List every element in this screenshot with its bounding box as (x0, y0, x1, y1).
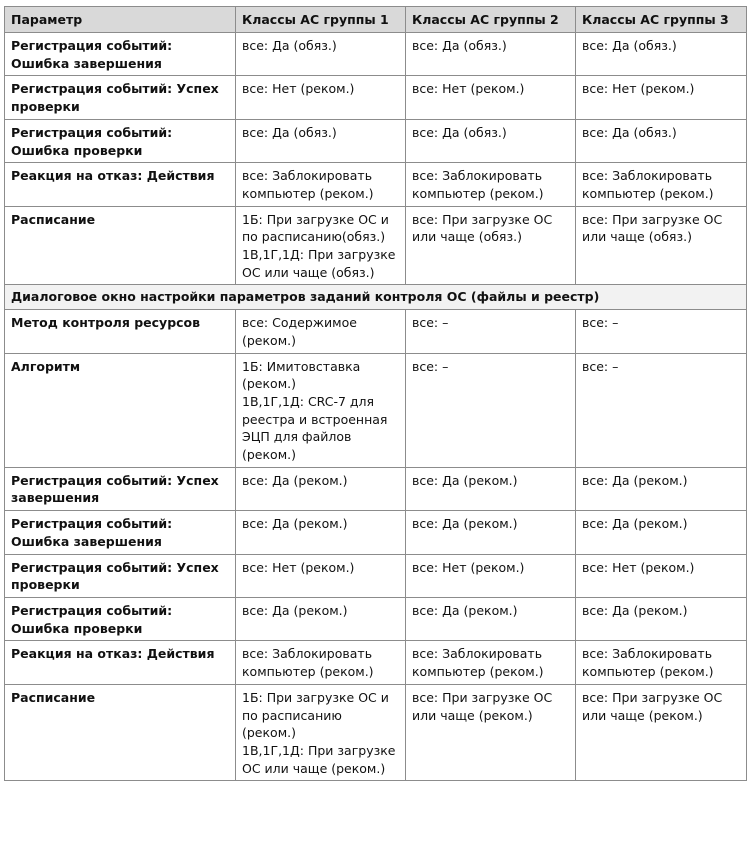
cell-text: все: Да (реком.) (582, 516, 688, 532)
cell-group-1 (236, 353, 406, 467)
table-row (5, 163, 747, 206)
table-row (5, 554, 747, 597)
cell-text: 1В,1Г,1Д: При загрузке ОС или чаще (реком.) (242, 742, 396, 776)
cell-text: все: Да (реком.) (412, 516, 518, 532)
header-row (5, 7, 747, 33)
row-parameter: Регистрация событий: Ошибка проверки (5, 119, 236, 162)
cell-group-3 (576, 33, 747, 76)
section-title: Диалоговое окно настройки параметров заданий контроля ОС (файлы и реестр) (5, 285, 747, 310)
row-parameter: Регистрация событий: Ошибка завершения (5, 511, 236, 554)
cell-text: все: При загрузке ОС или чаще (обяз.) (412, 211, 553, 245)
cell-group-1 (236, 33, 406, 76)
table-body-top (5, 33, 747, 285)
cell-text: все: Да (реком.) (582, 602, 688, 618)
cell-text: все: Содержимое (реком.) (242, 315, 357, 348)
row-parameter: Расписание (5, 206, 236, 285)
cell-text: все: Нет (реком.) (242, 81, 355, 97)
cell-text: все: Заблокировать компьютер (реком.) (582, 168, 714, 201)
cell-group-1 (236, 206, 406, 285)
header-group-2: Классы АС группы 2 (406, 7, 576, 33)
cell-text: 1В,1Г,1Д: При загрузке ОС или чаще (обяз.) (242, 247, 396, 280)
cell-text: все: Заблокировать компьютер (реком.) (242, 168, 374, 201)
cell-text: 1Б: При загрузке ОС и по расписанию (реком.) (242, 689, 389, 741)
cell-text: все: Да (реком.) (242, 516, 348, 532)
cell-text: все: Да (реком.) (242, 472, 348, 488)
cell-group-1 (236, 163, 406, 206)
cell-text: все: Да (обяз.) (412, 38, 507, 53)
cell-text: все: Нет (реком.) (582, 81, 695, 97)
table-body-bottom (5, 310, 747, 781)
cell-group-3 (576, 310, 747, 353)
cell-text: все: Да (реком.) (412, 472, 518, 488)
cell-text: все: Нет (реком.) (242, 559, 355, 575)
cell-text: все: Да (обяз.) (242, 38, 337, 53)
cell-text: все: Да (обяз.) (582, 38, 677, 53)
cell-text: все: Заблокировать компьютер (реком.) (412, 168, 544, 201)
cell-group-1 (236, 554, 406, 597)
cell-text: все: Да (обяз.) (412, 124, 507, 140)
row-parameter: Метод контроля ресурсов (5, 310, 236, 353)
row-parameter: Реакция на отказ: Действия (5, 163, 236, 206)
cell-text: все: Нет (реком.) (582, 559, 695, 575)
cell-group-3 (576, 467, 747, 510)
table-row (5, 684, 747, 781)
cell-text: все: При загрузке ОС или чаще (реком.) (582, 689, 723, 723)
cell-group-1 (236, 684, 406, 781)
cell-group-1 (236, 467, 406, 510)
row-parameter: Расписание (5, 684, 236, 781)
row-parameter: Регистрация событий: Ошибка завершения (5, 33, 236, 76)
cell-text: все: Нет (реком.) (412, 81, 525, 97)
cell-text: все: – (412, 315, 449, 331)
cell-group-2 (406, 353, 576, 467)
cell-group-3 (576, 119, 747, 162)
cell-text: все: Да (реком.) (582, 472, 688, 488)
cell-text: все: – (412, 358, 449, 374)
cell-group-2 (406, 206, 576, 285)
table-row (5, 353, 747, 467)
table-row (5, 467, 747, 510)
cell-text: все: Нет (реком.) (412, 559, 525, 575)
cell-text: все: При загрузке ОС или чаще (реком.) (412, 689, 553, 723)
cell-group-3 (576, 511, 747, 554)
row-parameter: Реакция на отказ: Действия (5, 641, 236, 684)
cell-text: все: Заблокировать компьютер (реком.) (582, 646, 714, 680)
cell-text: все: Да (реком.) (412, 602, 518, 618)
section-body (5, 285, 747, 310)
cell-group-2 (406, 76, 576, 119)
cell-group-3 (576, 641, 747, 684)
header-group-1: Классы АС группы 1 (236, 7, 406, 33)
cell-group-1 (236, 76, 406, 119)
table-row (5, 119, 747, 162)
cell-group-1 (236, 310, 406, 353)
cell-group-2 (406, 554, 576, 597)
cell-text: все: Да (обяз.) (242, 124, 337, 140)
cell-group-1 (236, 511, 406, 554)
table-row (5, 206, 747, 285)
row-parameter: Регистрация событий: Ошибка проверки (5, 597, 236, 640)
settings-table (4, 6, 747, 781)
cell-group-3 (576, 76, 747, 119)
cell-group-3 (576, 163, 747, 206)
header-group-3: Классы АС группы 3 (576, 7, 747, 33)
row-parameter: Регистрация событий: Успех проверки (5, 554, 236, 597)
cell-group-2 (406, 641, 576, 684)
cell-group-1 (236, 641, 406, 684)
cell-group-1 (236, 597, 406, 640)
table-row (5, 76, 747, 119)
cell-group-2 (406, 467, 576, 510)
cell-text: все: – (582, 315, 619, 331)
cell-text: все: Да (реком.) (242, 602, 348, 618)
cell-text: все: Заблокировать компьютер (реком.) (412, 646, 544, 680)
cell-text: 1Б: Имитовставка (реком.) (242, 358, 361, 392)
cell-group-2 (406, 597, 576, 640)
cell-group-2 (406, 163, 576, 206)
table-row (5, 597, 747, 640)
cell-group-3 (576, 554, 747, 597)
cell-group-3 (576, 206, 747, 285)
cell-group-3 (576, 353, 747, 467)
cell-text: все: – (582, 358, 619, 374)
cell-text: 1В,1Г,1Д: CRC-7 для реестра и встроенная ЭЦП для файлов (реком.) (242, 393, 388, 463)
cell-group-1 (236, 119, 406, 162)
cell-group-2 (406, 33, 576, 76)
cell-group-2 (406, 684, 576, 781)
row-parameter: Регистрация событий: Успех завершения (5, 467, 236, 510)
cell-group-3 (576, 597, 747, 640)
table-row (5, 33, 747, 76)
cell-text: все: Да (обяз.) (582, 124, 677, 140)
table-row (5, 641, 747, 684)
cell-text: все: При загрузке ОС или чаще (обяз.) (582, 211, 723, 245)
row-parameter: Регистрация событий: Успех проверки (5, 76, 236, 119)
table-row (5, 310, 747, 353)
cell-text: 1Б: При загрузке ОС и по расписанию(обяз.) (242, 211, 389, 245)
table-row (5, 511, 747, 554)
cell-group-2 (406, 511, 576, 554)
cell-group-2 (406, 310, 576, 353)
cell-group-2 (406, 119, 576, 162)
row-parameter: Алгоритм (5, 353, 236, 467)
cell-group-3 (576, 684, 747, 781)
section-row (5, 285, 747, 310)
header-parameter: Параметр (5, 7, 236, 33)
cell-text: все: Заблокировать компьютер (реком.) (242, 646, 374, 680)
